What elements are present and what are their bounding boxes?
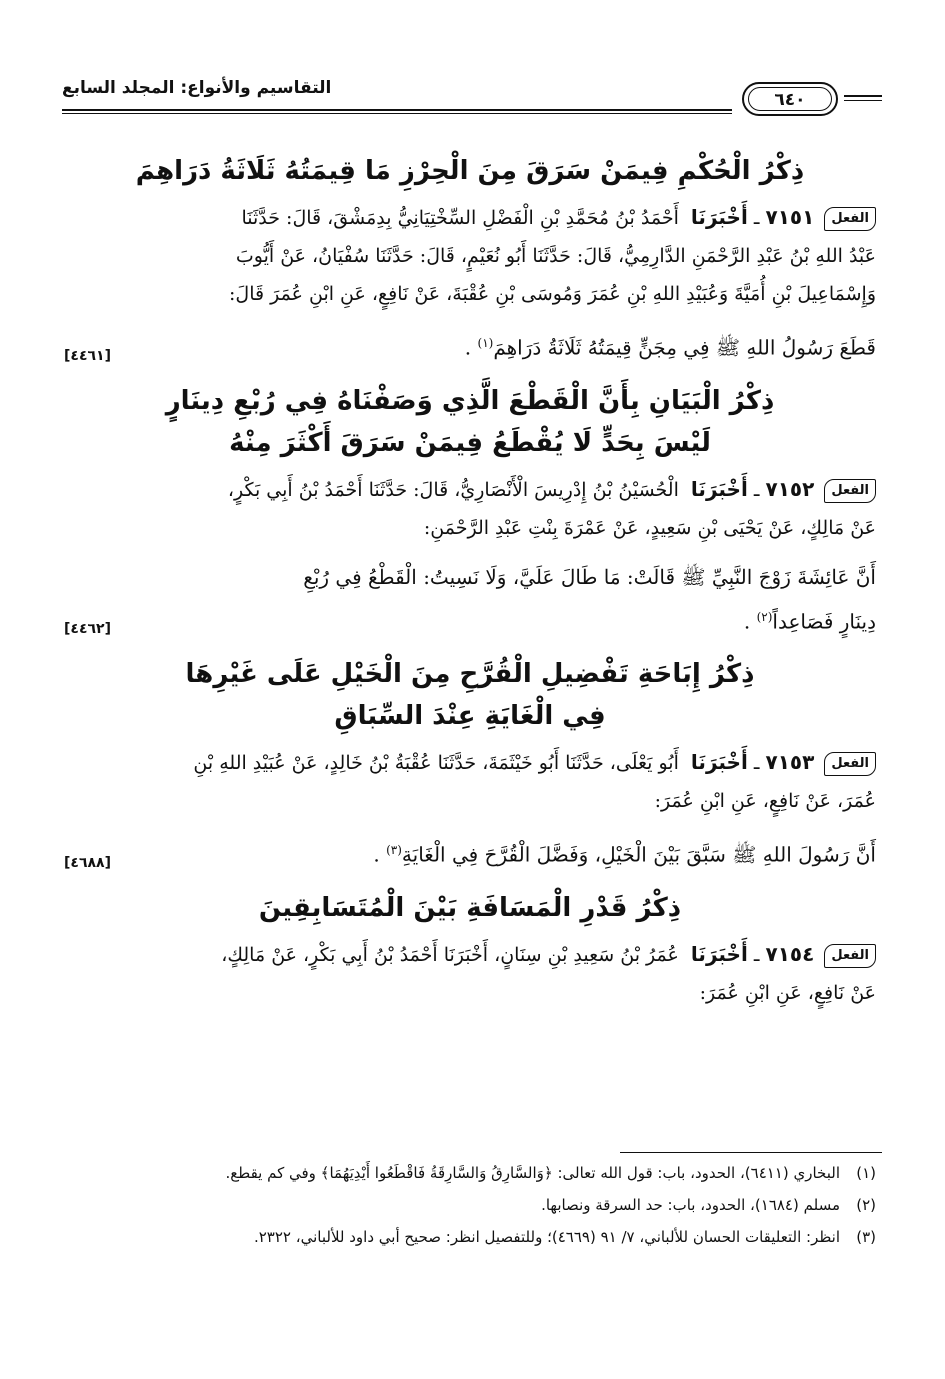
hadith-head [691,935,876,974]
full-stop: . [464,335,478,360]
hadith-number: ٧١٥٤ [765,941,815,966]
footnote-number: (٣) [856,1228,876,1246]
footnote-separator [620,1152,882,1153]
footnote-mark: (٣) [386,843,402,858]
akhbarana-word: أَخْبَرَنَا [690,750,748,775]
page-number: ٦٤٠ [748,87,832,111]
dash: ـ [747,943,760,966]
dash: ـ [747,207,760,229]
hadith-head [691,743,876,782]
footnotes [64,1160,876,1256]
matn-text: أَنَّ رَسُولَ اللهِ ﷺ سَبَّقَ بَيْنَ الْخَيْلِ، وَفَضَّلَ الْقُرَّحَ فِي الْغَايَةِ [401,842,876,867]
cross-reference: [٤٤٦٢] [64,621,111,638]
hadith-head [691,470,876,509]
isnad-line [64,743,876,782]
footnote-number: (١) [856,1164,876,1182]
isnad-line: عَنْ مَالِكٍ، عَنْ يَحْيَى بْنِ سَعِيدٍ، عَنْ عَمْرَةَ بِنْتِ عَبْدِ الرَّحْمَنِ: [423,516,876,539]
hadith-number: ٧١٥٢ [765,476,815,501]
matn-block [64,323,876,368]
akhbarana-word: أَخْبَرَنَا [690,205,748,229]
isnad-line: عَبْدُ اللهِ بْنُ عَبْدِ الرَّحْمَنِ الدَّارِمِيُّ، قَالَ: حَدَّثَنَا أَبُو نُعَيْمٍ، قَالَ: حَدَّثَنَا سُفْيَانُ، عَنْ أَيُّوبَ [235,245,876,267]
isnad-line [64,198,876,237]
page-number-frame [742,82,838,116]
cross-reference: [٤٦٨٨] [64,854,111,871]
footnote-mark: (٢) [756,609,773,624]
isnad-text: أَبُو يَعْلَى، حَدَّثَنَا أَبُو خَيْثَمَةَ، حَدَّثَنَا عُقْبَةُ بْنُ خَالِدٍ، عَنْ عُبَيْدِ اللهِ بْنِ [193,752,679,775]
dash: ـ [747,752,760,775]
header-rule [62,109,732,111]
full-stop: . [743,609,757,634]
cross-reference: [٤٤٦١] [64,347,111,364]
footnote [64,1224,876,1250]
page-body [64,150,876,1022]
isnad-line: عُمَرَ، عَنْ نَافِعٍ، عَنِ ابْنِ عُمَرَ: [654,790,876,813]
hadith-type-badge: الفعل [824,207,876,231]
isnad-line: وَإِسْمَاعِيلَ بْنِ أُمَيَّةَ وَعُبَيْدِ اللهِ بْنِ عُمَرَ وَمُوسَى بْنِ عُقْبَةَ، عَنْ نَافِعٍ، عَنِ ابْنِ عُمَرَ قَالَ: [229,283,876,305]
footnote [64,1192,876,1218]
chapter-section [64,653,876,875]
running-header [62,78,882,122]
hadith-number: ٧١٥١ [765,205,815,229]
hadith-entry [64,935,876,1012]
chapter-section [64,380,876,642]
hadith-type-badge: الفعل [824,752,876,776]
footnote-number: (٢) [856,1196,876,1214]
chapter-heading: ذِكْرُ الْحُكْمِ فِيمَنْ سَرَقَ مِنَ الْحِرْزِ مَا قِيمَتُهُ ثَلَاثَةُ دَرَاهِمَ [135,156,805,186]
heading-line: ذِكْرُ إِبَاحَةِ تَفْضِيلِ الْقُرَّحِ مِنَ الْخَيْلِ عَلَى غَيْرِهَا [185,659,755,690]
chapter-heading [64,653,876,737]
footnote-text: مسلم (١٦٨٤)، الحدود، باب: حد السرقة ونصابها. [541,1196,840,1214]
chapter-heading: ذِكْرُ قَدْرِ الْمَسَافَةِ بَيْنَ الْمُتَسَابِقِينَ [258,892,682,923]
matn-text: دِينَارٍ فَصَاعِداً [772,609,876,634]
hadith-entry [64,470,876,547]
header-ornament-line-thin [844,100,882,101]
isnad-text: أَحْمَدُ بْنُ مُحَمَّدِ بْنِ الْفَضْلِ السِّخْتِيَانِيُّ بِدِمَشْقَ، قَالَ: حَدَّثَنَا [241,207,679,229]
dash: ـ [747,478,760,501]
header-title: التقاسيم والأنواع: المجلد السابع [62,78,332,98]
isnad-line [64,470,876,509]
matn-text: قَطَعَ رَسُولُ اللهِ ﷺ فِي مِجَنٍّ قِيمَتُهُ ثَلَاثَةُ دَرَاهِمَ [493,335,876,360]
hadith-type-badge: الفعل [824,944,876,968]
matn-block [64,830,876,875]
akhbarana-word: أَخْبَرَنَا [690,941,748,966]
heading-line: لَيْسَ بِحَدٍّ لَا يُقْطَعُ فِيمَنْ سَرَقَ أَكْثَرَ مِنْهُ [229,427,711,458]
matn-line [64,830,876,875]
hadith-number: ٧١٥٣ [765,750,815,775]
footnote [64,1160,876,1186]
chapter-heading [64,380,876,464]
isnad-text: الْحُسَيْنُ بْنُ إِدْرِيسَ الْأَنْصَارِيُّ، قَالَ: حَدَّثَنَا أَحْمَدُ بْنُ أَبِي بَكْرٍ، [227,478,679,501]
isnad-line: عَنْ نَافِعٍ، عَنِ ابْنِ عُمَرَ: [699,981,876,1004]
chapter-section [64,887,876,1012]
hadith-entry [64,743,876,820]
footnote-mark: (١) [477,336,494,350]
isnad-text: عُمَرُ بْنُ سَعِيدِ بْنِ سِنَانٍ، أَخْبَرَنَا أَحْمَدُ بْنُ أَبِي بَكْرٍ، عَنْ مَالِكٍ، [221,943,679,966]
heading-line: ذِكْرُ الْبَيَانِ بِأَنَّ الْقَطْعَ الَّذِي وَصَفْنَاهُ فِي رُبْعِ دِينَارٍ [165,385,775,416]
hadith-head [691,198,876,237]
matn-line [64,597,876,642]
matn-block [64,557,876,642]
hadith-type-badge: الفعل [824,479,876,503]
matn-line [64,323,876,368]
hadith-entry [64,198,876,313]
akhbarana-word: أَخْبَرَنَا [690,476,748,501]
isnad-line [64,935,876,974]
header-rule-thin [62,113,732,114]
footnote-text: انظر: التعليقات الحسان للألباني، ٧/ ٩١ (٤٦٦٩)؛ وللتفصيل انظر: صحيح أبي داود للألباني، ٢٣٢٢. [253,1228,840,1246]
footnote-text: البخاري (٦٤١١)، الحدود، باب: قول الله تعالى: ﴿وَالسَّارِقُ وَالسَّارِقَةُ فَاقْطَعُوا أَيْدِيَهُمَا﴾ وفي كم يقطع. [225,1164,840,1182]
heading-line: فِي الْغَايَةِ عِنْدَ السِّبَاقِ [334,701,606,732]
header-ornament-line [844,95,882,97]
full-stop: . [373,842,387,867]
matn-line: أَنَّ عَائِشَةَ زَوْجَ النَّبِيِّ ﷺ قَالَتْ: مَا طَالَ عَلَيَّ، وَلَا نَسِيتُ: الْقَطْعُ فِي رُبْعِ [303,564,876,589]
chapter-section [64,150,876,368]
